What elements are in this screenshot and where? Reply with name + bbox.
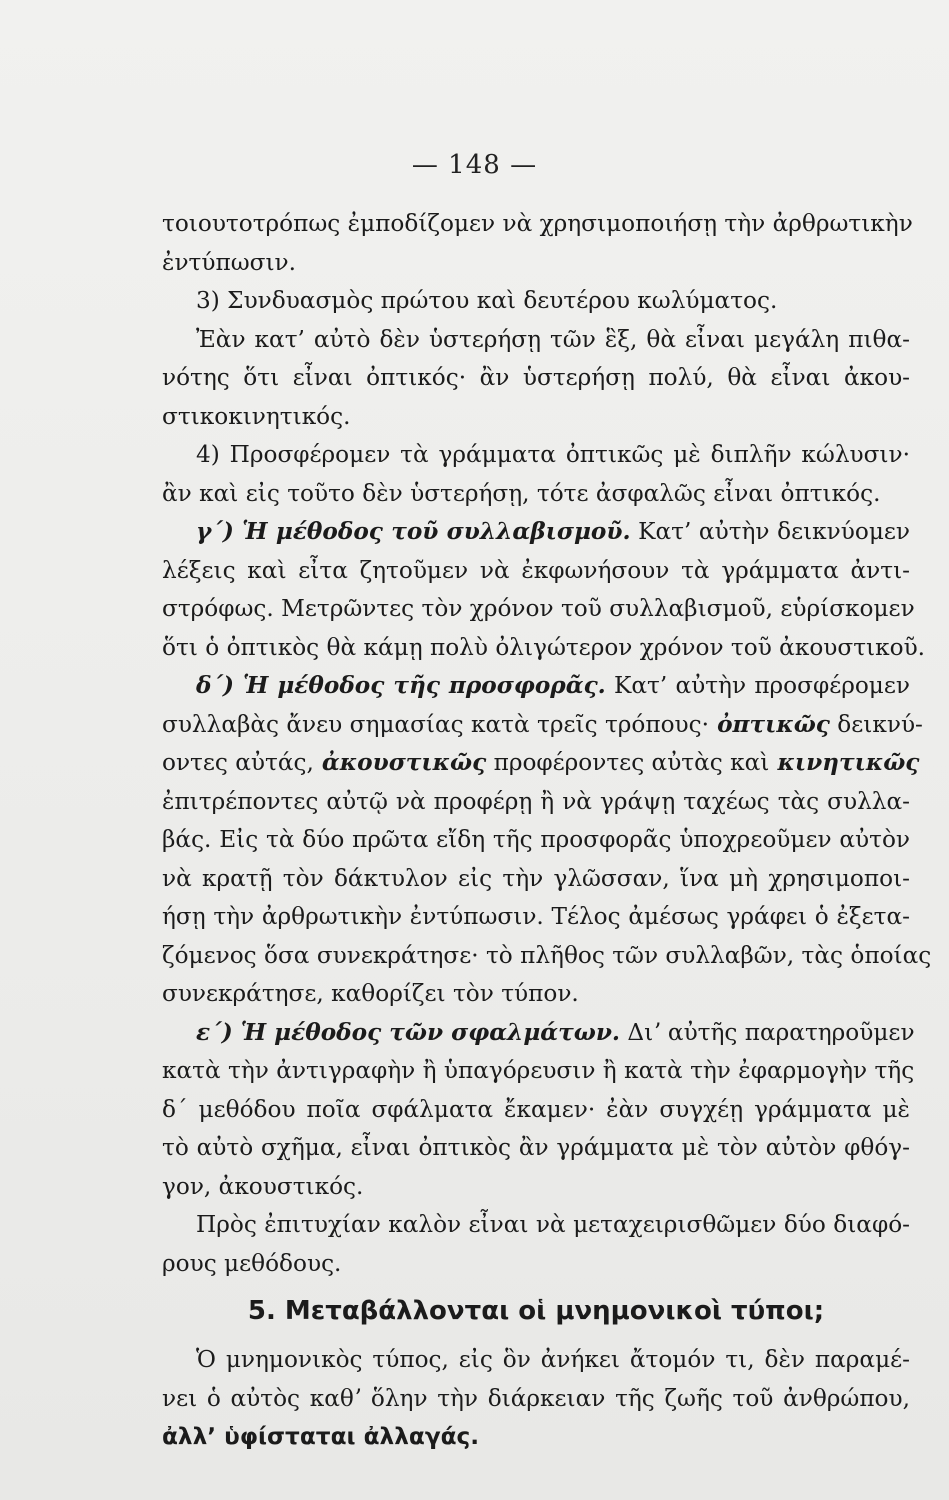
text-line xyxy=(162,898,910,937)
line-text: βάς. Εἰς τὰ δύο πρῶτα εἴδη τῆς προσφορᾶς ὑποχρεοῦμεν αὐτὸν xyxy=(162,826,910,853)
text-line xyxy=(162,1341,910,1380)
text-line xyxy=(162,706,923,745)
text-line xyxy=(162,590,915,629)
section-title: Μεταβάλλονται οἱ μνημονικοὶ τύποι; xyxy=(275,1296,825,1326)
main-text xyxy=(162,205,932,1283)
text-line xyxy=(162,1168,910,1207)
page-number: — 148 — xyxy=(411,150,538,180)
line-text: Κατ’ αὐτὴν προσφέρομεν xyxy=(605,672,910,699)
line-text: ἀλλʼ ὑφίσταται ἀλλαγάς. xyxy=(162,1423,480,1450)
text-line xyxy=(162,783,910,822)
section-number: 5. xyxy=(247,1296,276,1326)
line-text: 4) Προσφέρομεν τὰ γράμματα ὀπτικῶς μὲ διπλῆν κώλυσιν· xyxy=(196,441,910,468)
line-text: Πρὸς ἐπιτυχίαν καλὸν εἶναι νὰ μεταχειρισθῶμεν δύο διαφό- xyxy=(196,1211,910,1238)
text-line xyxy=(162,975,910,1014)
method-label: γ΄) Ἡ μέθοδος τοῦ συλλαβισμοῦ. xyxy=(196,518,631,545)
line-text: τὸ αὐτὸ σχῆμα, εἶναι ὀπτικὸς ἂν γράμματα μὲ τὸν αὐτὸν φθόγ- xyxy=(162,1134,910,1161)
text-line xyxy=(162,821,910,860)
line-text: στρόφως. Μετρῶντες τὸν χρόνον τοῦ συλλαβισμοῦ, εὑρίσκομεν xyxy=(162,595,915,622)
text-line xyxy=(162,1206,910,1245)
text-line xyxy=(162,398,910,437)
text-line xyxy=(162,744,920,783)
text-line xyxy=(162,244,910,283)
line-text: νει ὁ αὐτὸς καθʼ ὅλην τὴν διάρκειαν τῆς ζωῆς τοῦ ἀνθρώπου, xyxy=(162,1384,910,1412)
emphasized-word: κινητικῶς xyxy=(769,749,920,776)
text-line xyxy=(162,321,910,360)
line-text: γον, ἀκουστικός. xyxy=(162,1172,364,1200)
line-text: νότης ὅτι εἶναι ὀπτικός· ἂν ὑστερήσῃ πολύ, θὰ εἶναι ἀκου- xyxy=(162,364,910,391)
line-text: ἂν καὶ εἰς τοῦτο δὲν ὑστερήσῃ, τότε ἀσφαλῶς εἶναι ὀπτικός. xyxy=(162,479,881,507)
line-text: τοιουτοτρόπως ἐμποδίζομεν νὰ χρησιμοποιήσῃ τὴν ἀρθρωτικὴν xyxy=(162,210,913,237)
line-text: δεικνύ- xyxy=(829,710,923,738)
emphasized-word: ἀκουστικῶς xyxy=(313,749,487,776)
line-text: δ΄ μεθόδου ποῖα σφάλματα ἔκαμεν· ἐὰν συγχέῃ γράμματα μὲ xyxy=(162,1095,910,1123)
closing-text xyxy=(162,1341,910,1457)
text-line xyxy=(162,1129,910,1168)
text-line xyxy=(162,1014,915,1053)
method-label: ε΄) Ἡ μέθοδος τῶν σφαλμάτων. xyxy=(196,1018,620,1046)
text-line xyxy=(162,860,910,899)
line-text: ζόμενος ὅσα συνεκράτησε· τὸ πλῆθος τῶν συλλαβῶν, τὰς ὁποίας xyxy=(162,941,932,969)
line-text: ὅτι ὁ ὀπτικὸς θὰ κάμῃ πολὺ ὀλιγώτερον χρόνον τοῦ ἀκουστικοῦ. xyxy=(162,633,926,661)
line-text: Ὁ μνημονικὸς τύπος, εἰς ὃν ἀνήκει ἄτομόν τι, δὲν παραμέ- xyxy=(196,1346,910,1373)
line-text: Διʼ αὐτῆς παρατηροῦμεν xyxy=(619,1018,915,1046)
line-text: συνεκράτησε, καθορίζει τὸν τύπον. xyxy=(162,980,579,1007)
line-text: κατὰ τὴν ἀντιγραφὴν ἢ ὑπαγόρευσιν ἢ κατὰ τὴν ἐφαρμογὴν τῆς xyxy=(162,1057,915,1084)
line-text: 3) Συνδυασμὸς πρώτου καὶ δευτέρου κωλύματος. xyxy=(196,287,778,314)
text-line xyxy=(162,359,910,398)
line-text: στικοκινητικός. xyxy=(162,402,351,430)
text-line xyxy=(162,513,910,552)
text-line xyxy=(162,1052,915,1091)
line-text: προφέροντες αὐτὰς καὶ xyxy=(486,749,770,776)
line-text: λέξεις καὶ εἶτα ζητοῦμεν νὰ ἐκφωνήσουν τὰ γράμματα ἀντι- xyxy=(162,556,910,584)
text-line xyxy=(162,436,910,475)
line-text: οντες αὐτάς, xyxy=(162,749,314,776)
line-text: συλλαβὰς ἄνευ σημασίας κατὰ τρεῖς τρόπους· xyxy=(162,710,710,738)
text-line xyxy=(162,1380,910,1419)
line-text: Κατ’ αὐτὴν δεικνύομεν xyxy=(630,518,910,545)
method-label: δ΄) Ἡ μέθοδος τῆς προσφορᾶς. xyxy=(196,672,606,699)
line-text: ρους μεθόδους. xyxy=(162,1249,342,1277)
text-line xyxy=(162,475,910,514)
text-line xyxy=(162,282,910,321)
line-text: Ἐὰν κατ’ αὐτὸ δὲν ὑστερήσῃ τῶν ἓξ, θὰ εἶναι μεγάλη πιθα- xyxy=(196,325,910,353)
text-line xyxy=(162,1245,910,1284)
text-line xyxy=(162,1091,910,1130)
line-text: νὰ κρατῇ τὸν δάκτυλον εἰς τὴν γλῶσσαν, ἵνα μὴ χρησιμοποι- xyxy=(162,864,910,892)
text-line xyxy=(162,1418,910,1457)
text-line xyxy=(162,667,910,706)
text-line xyxy=(162,205,913,244)
section-heading xyxy=(162,1289,910,1333)
text-line xyxy=(162,629,926,668)
line-text: ἐντύπωσιν. xyxy=(162,248,296,276)
emphasized-word: ὀπτικῶς xyxy=(709,710,830,738)
line-text: ήσῃ τὴν ἀρθρωτικὴν ἐντύπωσιν. Τέλος ἀμέσως γράφει ὁ ἐξετα- xyxy=(162,903,910,930)
text-line xyxy=(162,937,932,976)
text-line xyxy=(162,552,910,591)
page-body xyxy=(162,205,932,1457)
line-text: ἐπιτρέποντες αὐτῷ νὰ προφέρῃ ἢ νὰ γράψῃ ταχέως τὰς συλλα- xyxy=(162,787,910,815)
